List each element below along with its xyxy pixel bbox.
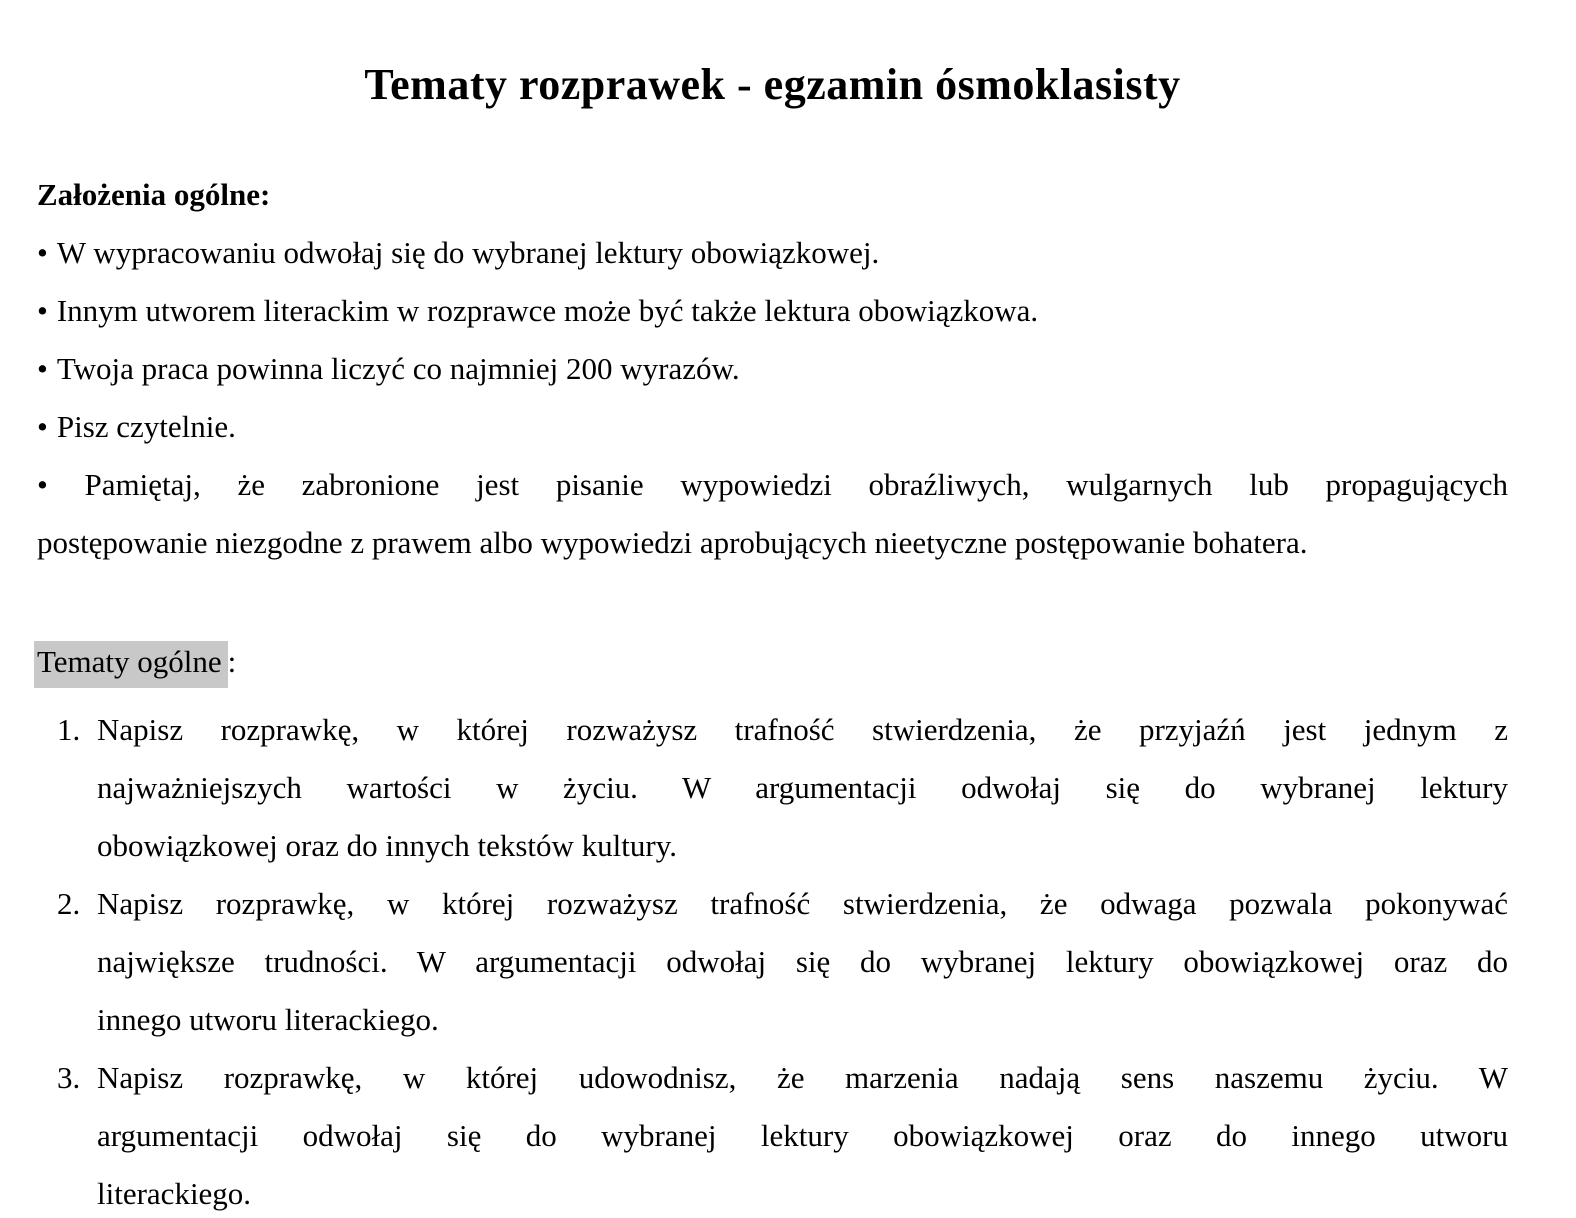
bullet-icon: •	[37, 351, 48, 386]
topics-numbered-list	[37, 701, 1508, 1218]
topic-item	[37, 701, 1508, 875]
topic-line: Napisz rozprawkę, w której rozważysz trafność stwierdzenia, że przyjaźń jest jednym z	[97, 712, 1508, 747]
topic-line: Napisz rozprawkę, w której udowodnisz, że marzenia nadają sens naszemu życiu. W	[97, 1060, 1508, 1095]
bullet-line: • Twoja praca powinna liczyć co najmniej 200 wyrazów.	[37, 340, 1508, 398]
topic-number: 1.	[57, 712, 81, 747]
topic-text	[97, 875, 1508, 1049]
topics-heading-colon: :	[227, 644, 237, 679]
topics-heading-highlight: Tematy ogólne	[34, 641, 228, 688]
topic-line: innego utworu literackiego.	[97, 1002, 439, 1037]
topic-line: literackiego.	[97, 1176, 252, 1211]
bullet-line: postępowanie niezgodne z prawem albo wypowiedzi aprobujących nieetyczne postępowanie bohatera.	[37, 525, 1308, 560]
bullet-line: • Pisz czytelnie.	[37, 398, 1508, 456]
topic-line: argumentacji odwołaj się do wybranej lektury obowiązkowej oraz do innego utworu	[97, 1118, 1508, 1153]
bullet-line: • W wypracowaniu odwołaj się do wybranej lektury obowiązkowej.	[37, 224, 1508, 282]
assumptions-bullet-list	[37, 224, 1508, 572]
bullet-icon: •	[37, 293, 48, 328]
topics-heading-row	[37, 633, 1508, 691]
topic-line: najważniejszych wartości w życiu. W argumentacji odwołaj się do wybranej lektury	[97, 770, 1508, 805]
topic-item	[37, 1049, 1508, 1218]
assumptions-heading: Założenia ogólne:	[37, 177, 271, 212]
bullet-line: • Innym utworem literackim w rozprawce może być także lektura obowiązkowa.	[37, 282, 1508, 340]
topic-line: Napisz rozprawkę, w której rozważysz trafność stwierdzenia, że odwaga pozwala pokonywać	[97, 886, 1508, 921]
topic-line: największe trudności. W argumentacji odwołaj się do wybranej lektury obowiązkowej oraz do	[97, 944, 1508, 979]
topic-number: 2.	[57, 886, 81, 921]
topic-text	[97, 1049, 1508, 1218]
topic-number: 3.	[57, 1060, 81, 1095]
topic-line: obowiązkowej oraz do innych tekstów kultury.	[97, 828, 677, 863]
bullet-icon: •	[37, 409, 48, 444]
topic-item	[37, 875, 1508, 1049]
bullet-line: • Pamiętaj, że zabronione jest pisanie wypowiedzi obraźliwych, wulgarnych lub propagujących	[37, 467, 1508, 502]
document-title: Tematy rozprawek - egzamin ósmoklasisty	[364, 60, 1181, 109]
topic-text	[97, 701, 1508, 875]
bullet-icon: •	[37, 235, 48, 270]
